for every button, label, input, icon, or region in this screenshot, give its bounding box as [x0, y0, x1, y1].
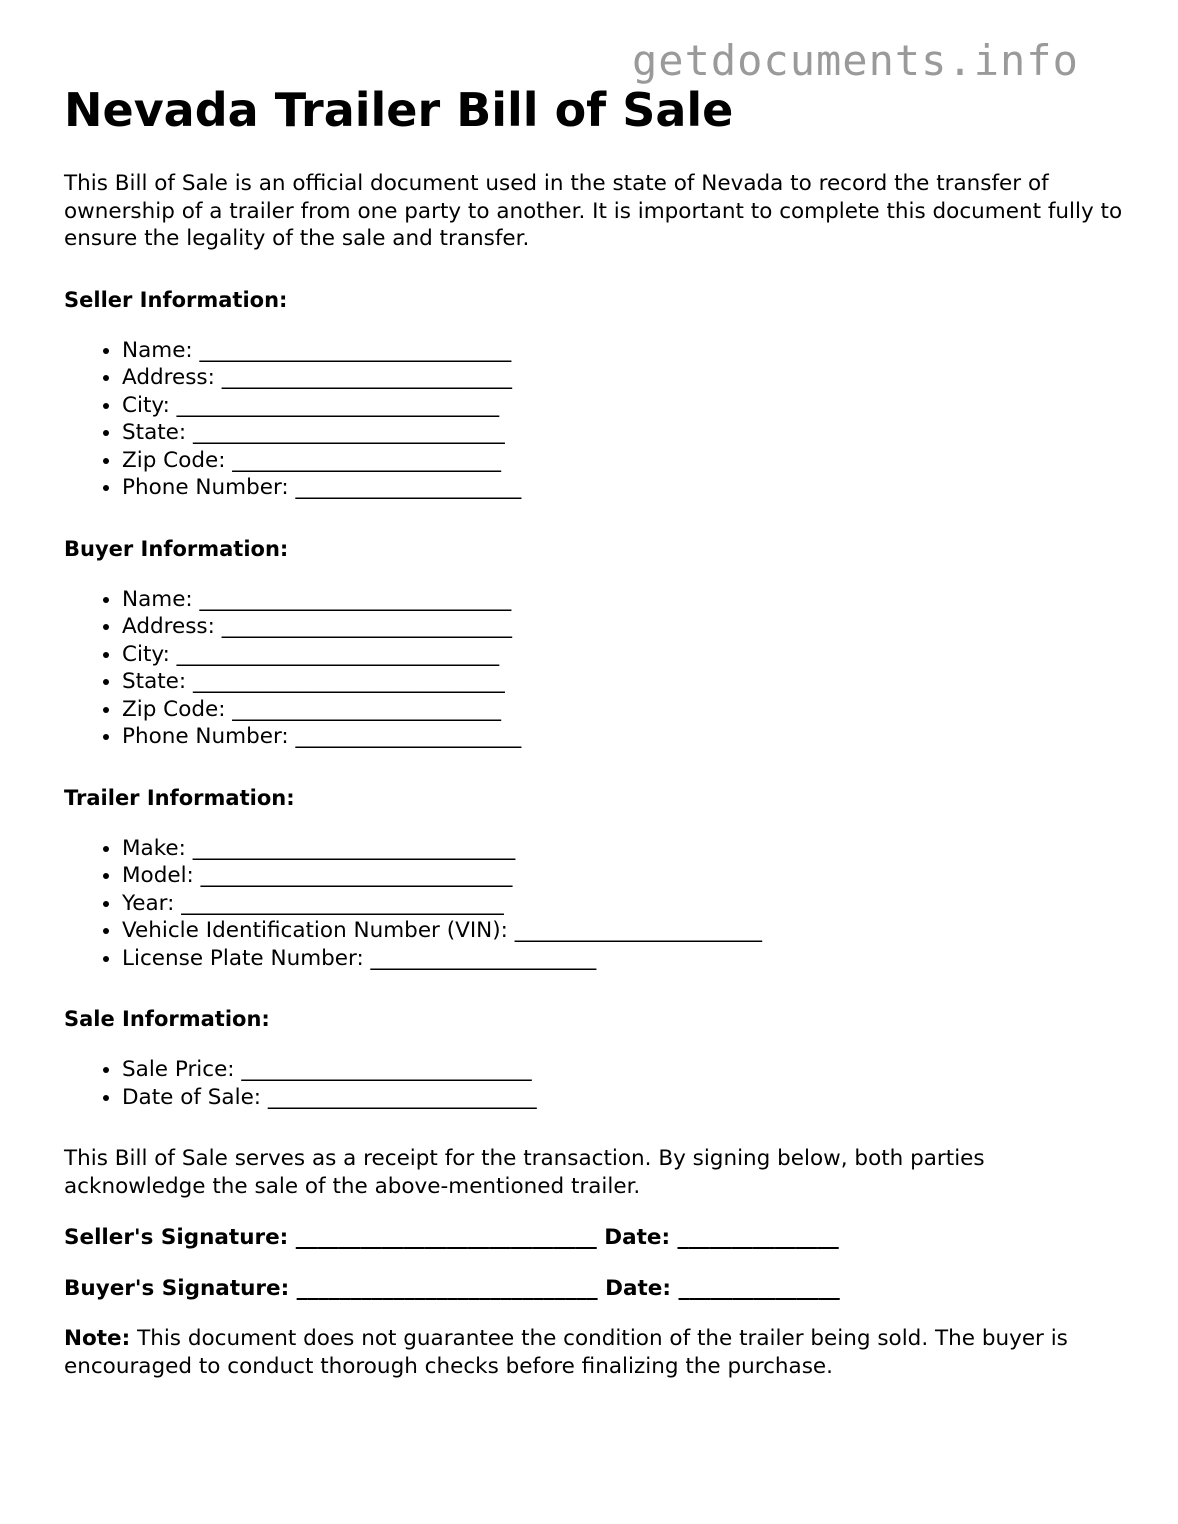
buyer-zip-field: • Zip Code: _________________________ — [122, 696, 1124, 724]
seller-signature-line: Seller's Signature: ____________________________ Date: _______________ — [64, 1225, 839, 1250]
watermark: getdocuments.info — [632, 36, 1079, 85]
trailer-field-list — [64, 835, 1124, 973]
note-paragraph — [64, 1325, 1124, 1380]
seller-state-field: • State: _____________________________ — [122, 419, 1124, 447]
seller-section-heading: Seller Information: — [64, 287, 288, 312]
seller-field-list — [64, 337, 1124, 502]
trailer-model-field: • Model: _____________________________ — [122, 862, 1124, 890]
trailer-vin-field: • Vehicle Identification Number (VIN): _______________________ — [122, 917, 1124, 945]
sale-field-list — [64, 1056, 1124, 1111]
document-title: Nevada Trailer Bill of Sale — [64, 83, 734, 137]
seller-phone-field: • Phone Number: _____________________ — [122, 474, 1124, 502]
trailer-make-field: • Make: ______________________________ — [122, 835, 1124, 863]
note-label: Note: — [64, 1326, 131, 1351]
buyer-signature-line: Buyer's Signature: ____________________________ Date: _______________ — [64, 1276, 840, 1301]
buyer-state-field: • State: _____________________________ — [122, 668, 1124, 696]
trailer-year-field: • Year: ______________________________ — [122, 890, 1124, 918]
document-body — [64, 84, 1124, 1380]
buyer-address-field: • Address: ___________________________ — [122, 613, 1124, 641]
trailer-section-heading: Trailer Information: — [64, 785, 295, 810]
buyer-section-heading: Buyer Information: — [64, 536, 289, 561]
seller-name-field: • Name: _____________________________ — [122, 337, 1124, 365]
buyer-city-field: • City: ______________________________ — [122, 641, 1124, 669]
buyer-phone-field: • Phone Number: _____________________ — [122, 723, 1124, 751]
sale-date-field: • Date of Sale: _________________________ — [122, 1084, 1124, 1112]
seller-city-field: • City: ______________________________ — [122, 392, 1124, 420]
sale-price-field: • Sale Price: ___________________________ — [122, 1056, 1124, 1084]
buyer-name-field: • Name: _____________________________ — [122, 586, 1124, 614]
closing-paragraph: This Bill of Sale serves as a receipt for the transaction. By signing below, both parties acknowledge the sale of the above-mentioned trailer. — [64, 1146, 985, 1199]
sale-section-heading: Sale Information: — [64, 1007, 270, 1031]
seller-address-field: • Address: ___________________________ — [122, 364, 1124, 392]
note-text: This document does not guarantee the condition of the trailer being sold. The buyer is encouraged to conduct thorough checks before finalizing the purchase. — [64, 1326, 1068, 1379]
buyer-field-list — [64, 586, 1124, 751]
trailer-plate-field: • License Plate Number: _____________________ — [122, 945, 1124, 973]
seller-zip-field: • Zip Code: _________________________ — [122, 447, 1124, 475]
intro-paragraph: This Bill of Sale is an official document used in the state of Nevada to record the transfer of ownership of a trailer from one party to another. It is important to complete this document fully to ensure the legality of the sale and transfer. — [64, 171, 1123, 251]
